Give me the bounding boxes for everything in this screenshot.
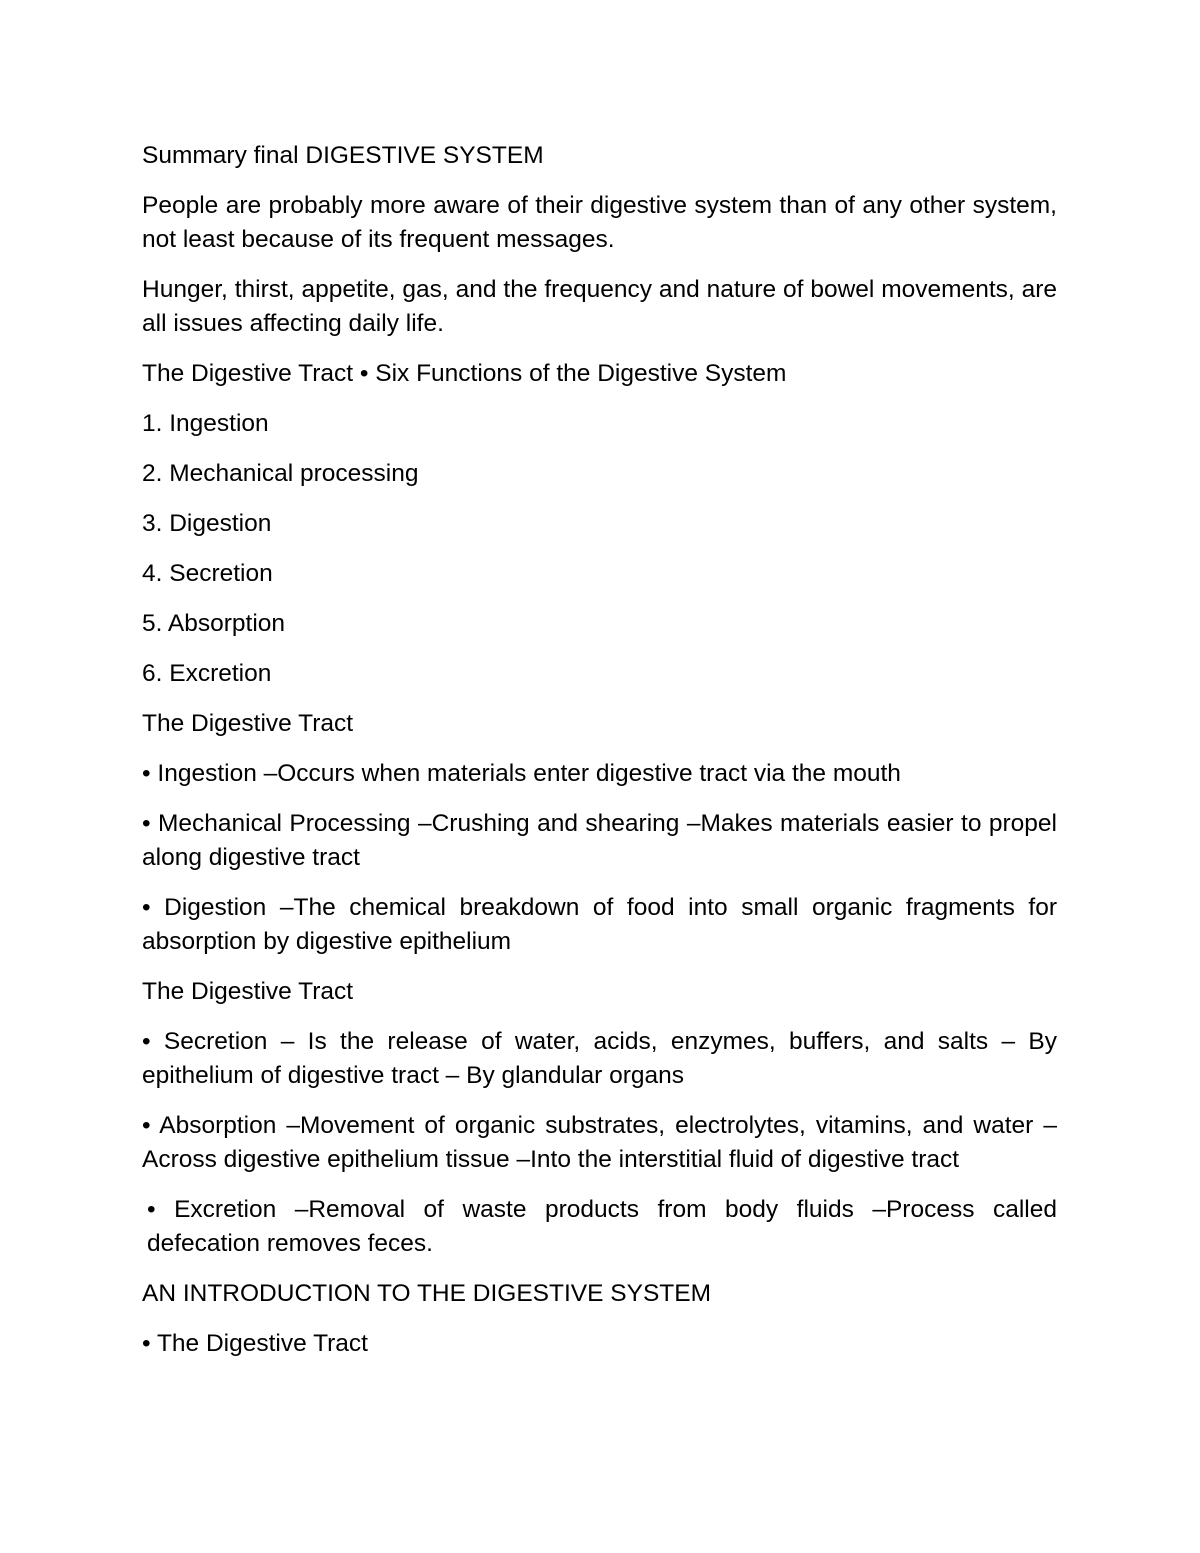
- bullet-excretion: • Excretion –Removal of waste products from body fluids –Process called defecation removes feces.: [147, 1196, 1057, 1257]
- list-item-excretion: 6. Excretion: [142, 660, 272, 687]
- bullet-mechanical-processing: • Mechanical Processing –Crushing and shearing –Makes materials easier to propel along digestive tract: [142, 810, 1057, 871]
- list-item-digestion: 3. Digestion: [142, 510, 272, 537]
- bullet-ingestion: • Ingestion –Occurs when materials enter digestive tract via the mouth: [142, 760, 901, 787]
- list-item-ingestion: 1. Ingestion: [142, 410, 269, 437]
- list-item-absorption: 5. Absorption: [142, 610, 286, 637]
- bullet-secretion: • Secretion – Is the release of water, acids, enzymes, buffers, and salts – By epithelium of digestive tract – By glandular organs: [142, 1028, 1057, 1089]
- bullet-digestive-tract: • The Digestive Tract: [142, 1330, 368, 1357]
- section-heading-six-functions: The Digestive Tract • Six Functions of the Digestive System: [142, 360, 787, 387]
- list-item-mechanical-processing: 2. Mechanical processing: [142, 460, 419, 487]
- section-heading-introduction: AN INTRODUCTION TO THE DIGESTIVE SYSTEM: [142, 1280, 712, 1307]
- bullet-absorption: • Absorption –Movement of organic substrates, electrolytes, vitamins, and water –Across digestive epithelium tissue –Into the interstitial fluid of digestive tract: [142, 1112, 1057, 1173]
- paragraph-awareness: People are probably more aware of their digestive system than of any other system, not least because of its frequent messages.: [142, 192, 1057, 253]
- section-heading-digestive-tract: The Digestive Tract: [142, 710, 354, 737]
- bullet-digestion: • Digestion –The chemical breakdown of food into small organic fragments for absorption by digestive epithelium: [142, 894, 1057, 955]
- document-title: Summary final DIGESTIVE SYSTEM: [142, 142, 544, 169]
- section-heading-digestive-tract-2: The Digestive Tract: [142, 978, 354, 1005]
- document-body: [142, 139, 1057, 1377]
- list-item-secretion: 4. Secretion: [142, 560, 273, 587]
- paragraph-daily-issues: Hunger, thirst, appetite, gas, and the frequency and nature of bowel movements, are all issues affecting daily life.: [142, 276, 1057, 337]
